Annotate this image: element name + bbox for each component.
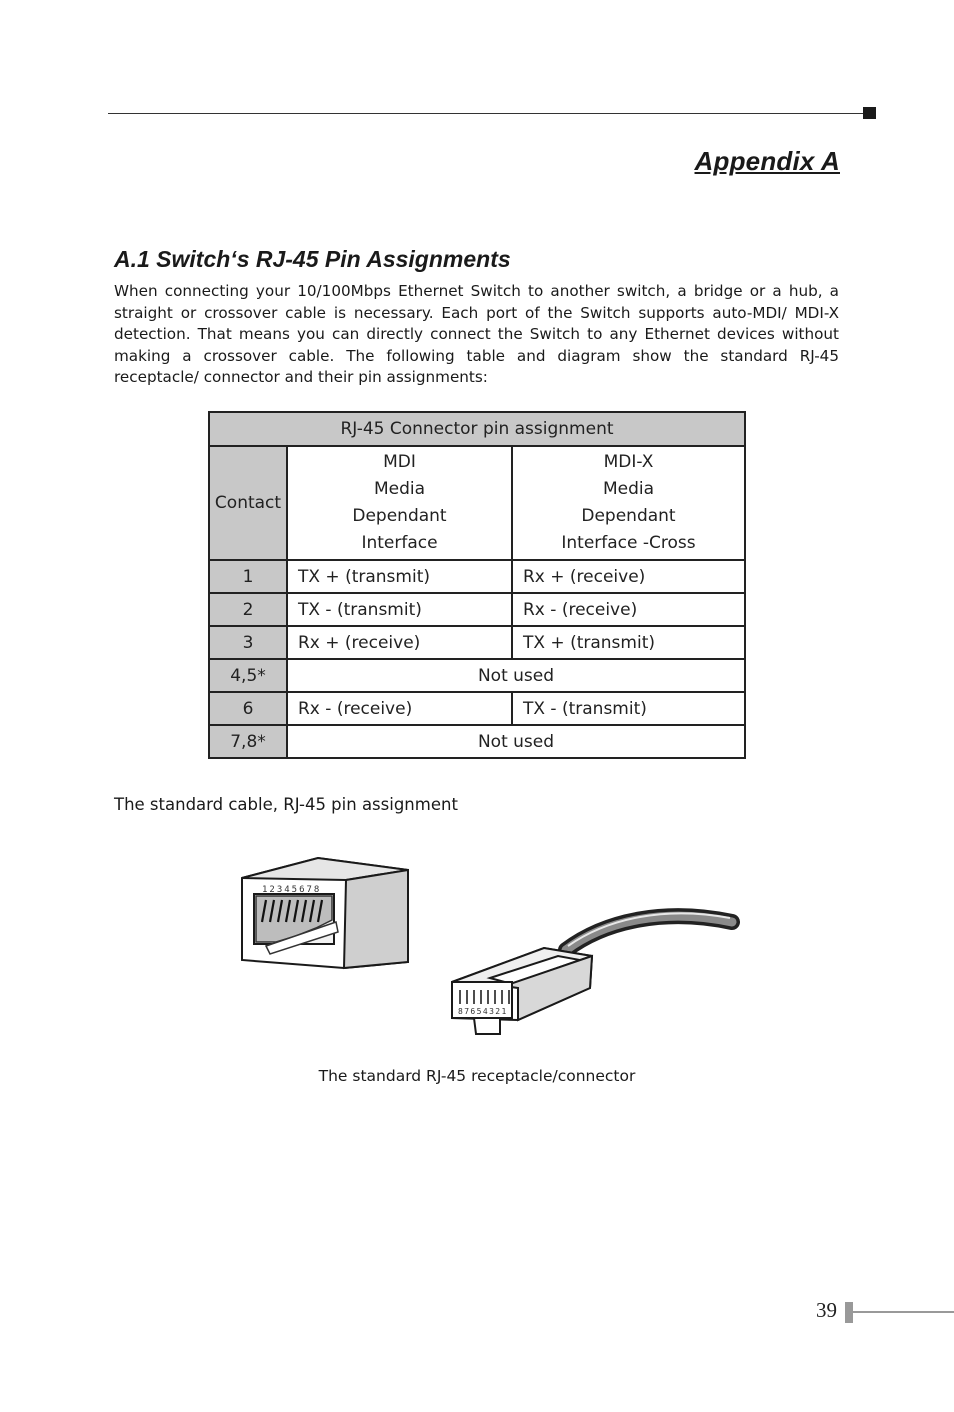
mdix-header-line: MDI-X	[603, 452, 654, 472]
page-number: 39	[816, 1298, 837, 1322]
cable-illustration	[566, 913, 732, 950]
receptacle-illustration	[242, 858, 408, 968]
mdi-header	[287, 446, 512, 560]
table-title: RJ-45 Connector pin assignment	[209, 412, 745, 446]
contact-cell: 1	[209, 560, 287, 593]
table-row	[209, 692, 745, 725]
receptacle-pin-numbers: 12345678	[262, 885, 322, 895]
contact-cell: 7,8*	[209, 725, 287, 758]
mdix-header-line: Interface -Cross	[561, 533, 696, 553]
mdix-header-line: Dependant	[581, 506, 676, 526]
mdix-header	[512, 446, 745, 560]
mdix-cell: TX + (transmit)	[512, 626, 745, 659]
top-rule	[108, 113, 864, 114]
footer-rule	[853, 1311, 954, 1313]
section-heading: A.1 Switch‘s RJ-45 Pin Assignments	[114, 246, 511, 272]
contact-cell: 6	[209, 692, 287, 725]
mdi-cell: TX - (transmit)	[287, 593, 512, 626]
mdix-cell: Rx - (receive)	[512, 593, 745, 626]
connector-pin-numbers: 87654321	[458, 1007, 508, 1016]
mdi-header-line: Interface	[361, 533, 438, 553]
mdix-header-line: Media	[602, 479, 655, 499]
contact-header: Contact	[209, 446, 287, 560]
mdi-header-line: MDI	[383, 452, 416, 472]
mdi-cell: Rx + (receive)	[287, 626, 512, 659]
mdix-cell: TX - (transmit)	[512, 692, 745, 725]
intro-paragraph: When connecting your 10/100Mbps Ethernet Switch to another switch, a bridge or a hub, a straight or crossover cable is necessary. Each port of the Switch supports auto-MDI/ MDI-X detection. That means you can directly connect the Switch to any Ethernet devices without making a crossover cable. The following table and diagram show the standard RJ-45 receptacle/ connector and their pin assignments:	[114, 282, 839, 386]
contact-cell: 4,5*	[209, 659, 287, 692]
table-row	[209, 725, 745, 758]
mdix-cell: Rx + (receive)	[512, 560, 745, 593]
top-rule-marker	[863, 107, 876, 119]
table-row	[209, 560, 745, 593]
table-row	[209, 626, 745, 659]
table-row	[209, 659, 745, 692]
appendix-title: Appendix A	[694, 146, 840, 176]
rj45-figure	[236, 850, 746, 1050]
table-row	[209, 593, 745, 626]
mdi-cell: TX + (transmit)	[287, 560, 512, 593]
figure-caption: The standard RJ-45 receptacle/connector	[318, 1067, 636, 1085]
mdi-header-line: Dependant	[352, 506, 447, 526]
mdi-header-line: Media	[373, 479, 426, 499]
pin-assignment-table	[208, 411, 746, 759]
contact-cell: 2	[209, 593, 287, 626]
contact-cell: 3	[209, 626, 287, 659]
merged-cell: Not used	[287, 659, 745, 692]
page-number-tab	[845, 1302, 853, 1323]
cable-caption: The standard cable, RJ-45 pin assignment	[114, 795, 458, 814]
connector-illustration	[452, 948, 592, 1034]
merged-cell: Not used	[287, 725, 745, 758]
mdi-cell: Rx - (receive)	[287, 692, 512, 725]
